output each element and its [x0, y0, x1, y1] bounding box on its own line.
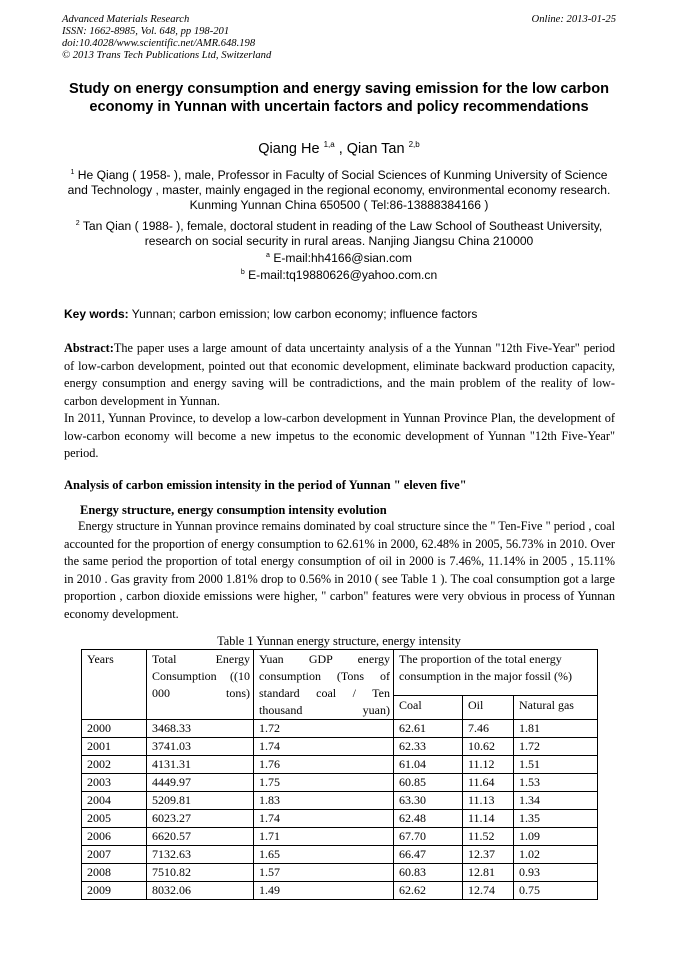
cell-gas: 1.02 — [514, 846, 598, 864]
cell-oil: 11.52 — [463, 828, 514, 846]
abstract-paragraph-1 — [64, 340, 615, 410]
table-row — [82, 846, 598, 864]
cell-coal: 62.48 — [394, 810, 463, 828]
cell-gas: 1.34 — [514, 792, 598, 810]
email-2 — [0, 268, 678, 282]
cell-gdp: 1.76 — [254, 756, 394, 774]
cell-gdp: 1.57 — [254, 864, 394, 882]
table-row — [82, 774, 598, 792]
copyright-line: © 2013 Trans Tech Publications Ltd, Switzerland — [62, 50, 272, 61]
cell-year: 2005 — [82, 810, 147, 828]
cell-oil: 11.14 — [463, 810, 514, 828]
cell-total: 6023.27 — [147, 810, 254, 828]
table-row — [82, 756, 598, 774]
cell-gdp: 1.72 — [254, 720, 394, 738]
affiliation-2 — [62, 216, 616, 249]
header-years: Years — [82, 650, 147, 720]
cell-gdp: 1.49 — [254, 882, 394, 900]
table-row — [82, 882, 598, 900]
cell-gdp: 1.71 — [254, 828, 394, 846]
cell-oil: 11.64 — [463, 774, 514, 792]
header-coal: Coal — [394, 695, 463, 719]
email-2-sup: b — [240, 268, 245, 276]
author-line — [0, 140, 678, 157]
doi-line: doi:10.4028/www.scientific.net/AMR.648.198 — [62, 38, 256, 49]
cell-year: 2008 — [82, 864, 147, 882]
cell-total: 3468.33 — [147, 720, 254, 738]
cell-gas: 1.81 — [514, 720, 598, 738]
cell-coal: 66.47 — [394, 846, 463, 864]
journal-header — [62, 14, 616, 62]
cell-gdp: 1.75 — [254, 774, 394, 792]
issn-line: ISSN: 1662-8985, Vol. 648, pp 198-201 — [62, 26, 230, 37]
affiliation-2-text: Tan Qian ( 1988- ), female, doctoral student in reading of the Law School of Southeast University, research on social security in rural areas. Nanjing Jiangsu China 210000 — [82, 219, 603, 249]
cell-gas: 1.53 — [514, 774, 598, 792]
cell-gdp: 1.65 — [254, 846, 394, 864]
cell-gas: 0.75 — [514, 882, 598, 900]
cell-total: 5209.81 — [147, 792, 254, 810]
header-oil: Oil — [463, 695, 514, 719]
cell-coal: 60.85 — [394, 774, 463, 792]
keywords-text: Yunnan; carbon emission; low carbon economy; influence factors — [128, 307, 478, 321]
cell-year: 2003 — [82, 774, 147, 792]
cell-year: 2001 — [82, 738, 147, 756]
affiliation-1-text: He Qiang ( 1958- ), male, Professor in Faculty of Social Sciences of Kunming University of Science and Technology , master, mainly engaged in the regional economy, environmental economy research. Kunming Yunnan China 650500 ( Tel:86-13888384166 ) — [67, 168, 611, 213]
author-1: Qiang He — [258, 140, 320, 157]
header-fossil-proportion: The proportion of the total energy consumption in the major fossil (%) — [394, 650, 598, 696]
table-row — [82, 792, 598, 810]
keywords-label: Key words: — [64, 307, 129, 321]
affiliation-1-sup: 1 — [70, 169, 75, 176]
cell-oil: 12.74 — [463, 882, 514, 900]
table-row — [82, 864, 598, 882]
affiliation-1 — [62, 165, 616, 213]
cell-gas: 1.09 — [514, 828, 598, 846]
cell-oil: 10.62 — [463, 738, 514, 756]
affiliation-2-sup: 2 — [75, 220, 80, 227]
cell-gas: 0.93 — [514, 864, 598, 882]
email-1 — [0, 251, 678, 265]
table-row — [82, 828, 598, 846]
table-row — [82, 810, 598, 828]
cell-gdp: 1.74 — [254, 738, 394, 756]
body-paragraph: Energy structure in Yunnan province remains dominated by coal structure since the " Ten-Five " period , coal accounted for the proportion of energy consumption to 62.61% in 2000, 62.48% in 2005, 56.73% in 2010. Over the same period the proportion of total energy consumption of oil in 2000 is 7.46%, 11.14% in 2005 , 15.11% in 2010 . Gas gravity from 2000 1.81% drop to 0.56% in 2010 ( see Table 1 ). The coal consumption got a large proportion , carbon dioxide emissions were higher, " carbon" features were very obvious in process of Yunnan economy development. — [64, 519, 615, 621]
cell-coal: 61.04 — [394, 756, 463, 774]
table-row — [82, 720, 598, 738]
table-caption: Table 1 Yunnan energy structure, energy intensity — [217, 634, 461, 648]
author-separator: , — [334, 140, 347, 157]
cell-gas: 1.72 — [514, 738, 598, 756]
cell-total: 8032.06 — [147, 882, 254, 900]
cell-year: 2000 — [82, 720, 147, 738]
author-2-sup: 2,b — [408, 140, 420, 149]
paper-title: Study on energy consumption and energy saving emission for the low carbon economy in Yunnan with uncertain factors and policy recommendations — [68, 81, 610, 115]
cell-year: 2004 — [82, 792, 147, 810]
cell-coal: 67.70 — [394, 828, 463, 846]
abstract-text-2: In 2011, Yunnan Province, to develop a low-carbon development in Yunnan Province Plan, the development of low-carbon economy will become a new impetus to the economic development of Yunnan "12th Five-Year" period. — [64, 411, 615, 460]
energy-structure-table — [81, 649, 598, 900]
header-natural-gas: Natural gas — [514, 695, 598, 719]
email-2-text[interactable]: E-mail:tq19880626@yahoo.com.cn — [248, 268, 438, 282]
table-header-row — [82, 650, 598, 696]
cell-oil: 11.12 — [463, 756, 514, 774]
author-2: Qian Tan — [346, 140, 405, 157]
cell-coal: 63.30 — [394, 792, 463, 810]
section-subheading: Energy structure, energy consumption intensity evolution — [80, 503, 387, 517]
cell-gdp: 1.83 — [254, 792, 394, 810]
cell-oil: 12.37 — [463, 846, 514, 864]
cell-year: 2006 — [82, 828, 147, 846]
email-1-sup: a — [266, 251, 270, 259]
cell-oil: 7.46 — [463, 720, 514, 738]
table-row — [82, 738, 598, 756]
header-gdp-energy: Yuan GDP energy consumption (Tons of standard coal / Ten thousand yuan) — [254, 650, 394, 720]
online-date: Online: 2013-01-25 — [531, 14, 616, 25]
keywords — [64, 307, 618, 321]
cell-total: 6620.57 — [147, 828, 254, 846]
journal-name: Advanced Materials Research — [62, 14, 190, 25]
cell-total: 7510.82 — [147, 864, 254, 882]
abstract-text-1: The paper uses a large amount of data uncertainty analysis of a the Yunnan "12th Five-Year" period of low-carbon development, pointed out that economic development, eliminate backward production capacity, energy consumption and energy saving will be contradictions, and the main problem of the reality of low-carbon development in Yunnan. — [64, 341, 615, 408]
cell-coal: 62.62 — [394, 882, 463, 900]
author-1-sup: 1,a — [323, 140, 335, 149]
cell-coal: 60.83 — [394, 864, 463, 882]
cell-coal: 62.61 — [394, 720, 463, 738]
cell-gas: 1.35 — [514, 810, 598, 828]
cell-total: 7132.63 — [147, 846, 254, 864]
cell-total: 3741.03 — [147, 738, 254, 756]
cell-total: 4449.97 — [147, 774, 254, 792]
header-total-energy: Total Energy Consumption ((10 000 tons) — [147, 650, 254, 720]
cell-year: 2009 — [82, 882, 147, 900]
cell-gdp: 1.74 — [254, 810, 394, 828]
abstract-label: Abstract: — [64, 341, 114, 355]
section-heading: Analysis of carbon emission intensity in the period of Yunnan " eleven five" — [64, 478, 467, 492]
cell-oil: 11.13 — [463, 792, 514, 810]
email-1-text[interactable]: E-mail:hh4166@sian.com — [273, 251, 412, 265]
cell-gas: 1.51 — [514, 756, 598, 774]
abstract-paragraph-2 — [64, 410, 615, 463]
cell-year: 2007 — [82, 846, 147, 864]
cell-oil: 12.81 — [463, 864, 514, 882]
cell-coal: 62.33 — [394, 738, 463, 756]
cell-year: 2002 — [82, 756, 147, 774]
cell-total: 4131.31 — [147, 756, 254, 774]
